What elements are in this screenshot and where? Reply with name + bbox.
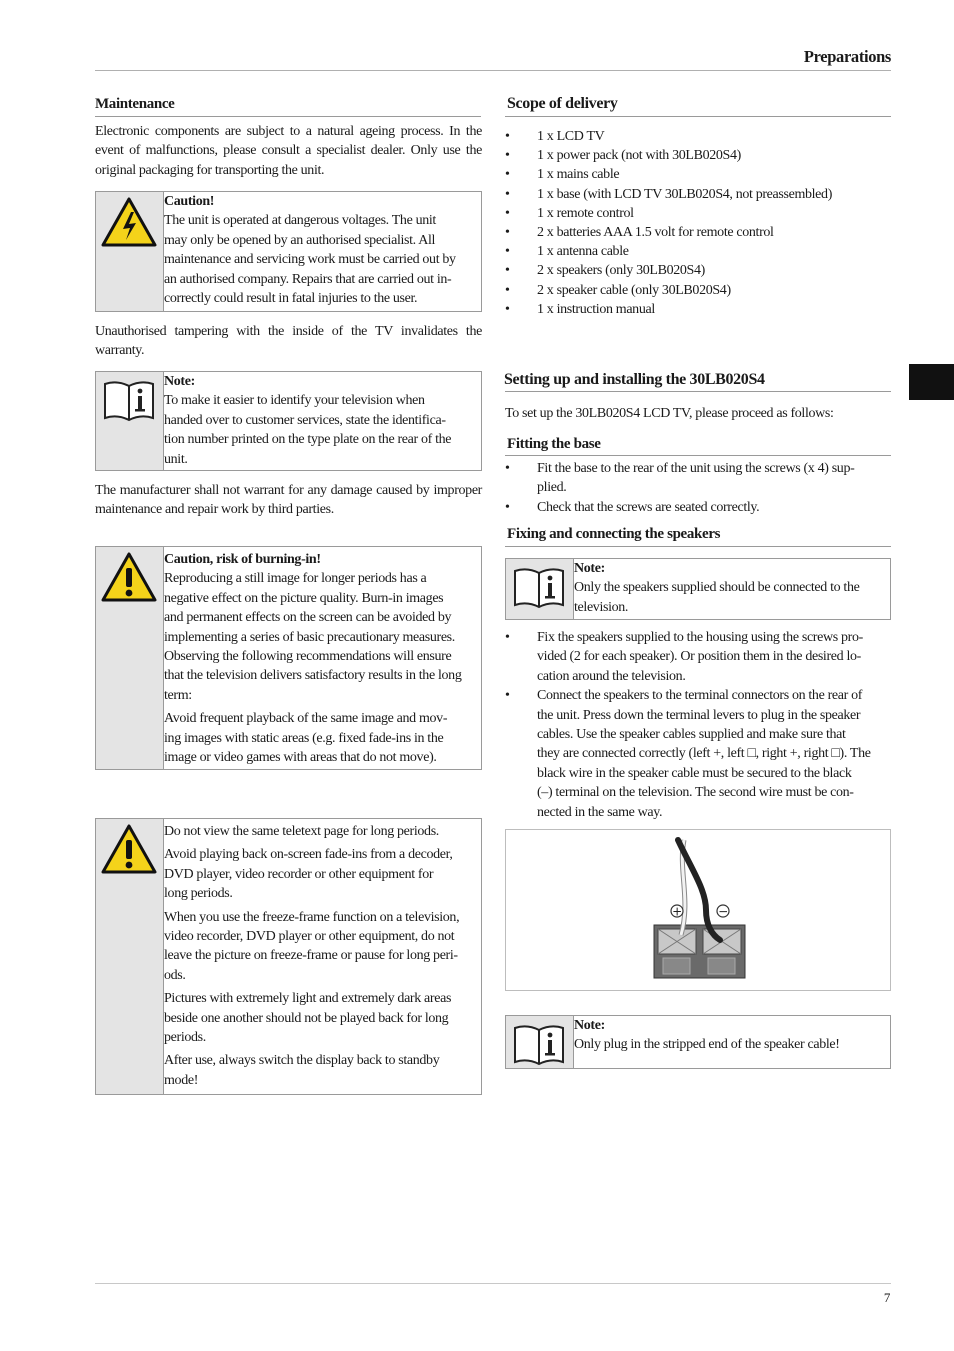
tip-line: ods. [164,967,186,983]
tip-line: beside one another should not be played back for long [164,1010,449,1026]
list-item: • 1 x antenna cable [505,242,891,261]
tip-line: Pictures with extremely light and extremely dark areas [164,991,452,1007]
note-box-speakers [505,558,891,620]
scope-list [505,127,891,319]
list-item-line: black wire in the speaker cable must be secured to the black [537,765,852,781]
list-item [505,498,891,517]
list-item-line: nected in the same way. [537,804,663,820]
note-title: Note: [574,561,605,576]
burnin-line: term: [164,687,192,703]
list-item: • 2 x speaker cable (only 30LB020S4) [505,281,891,300]
scope-heading-rule [505,116,891,117]
list-item-line: (–) terminal on the television. The second wire must be con- [537,785,854,801]
note-box-stripped-cable [505,1015,891,1069]
burnin-line: ing images with static areas (e.g. fixed fade-ins in the [164,730,444,746]
caution-title: Caution! [164,194,215,209]
list-item-line: the unit. Press down the terminal levers to plug in the speaker [537,707,861,723]
burnin-line: image or video games with areas that do not move). [164,750,437,766]
footer-divider [95,1283,891,1284]
high-voltage-warning-icon [101,196,157,248]
list-item: • 1 x remote control [505,204,891,223]
list-item-line: • Fix the speakers supplied to the housing using the screws pro- [537,630,863,645]
terminal-minus-label: − [718,904,728,919]
section-tab-marker [909,364,954,400]
tip-line: When you use the freeze-frame function on a television, [164,909,460,925]
note-line: Only plug in the stripped end of the speaker cable! [574,1037,840,1053]
exclamation-warning-icon [101,551,157,603]
maintenance-intro: Electronic components are subject to a natural ageing process. In the event of malfunctions, please consult a specialist dealer. Only use the original packaging for transporting the unit. [95,124,482,178]
tip-line: Do not view the same teletext page for long periods. [164,824,439,839]
speakers-heading-rule [505,546,891,547]
list-item-line: • Fit the base to the rear of the unit using the screws (x 4) sup- [537,461,855,476]
list-item [505,459,891,498]
tip-line: After use, always switch the display back to standby [164,1053,440,1069]
info-book-icon [511,1020,567,1068]
terminal-plus-label: + [672,904,682,919]
list-item: • 1 x power pack (not with 30LB020S4) [505,146,891,165]
note-box-identification [95,371,482,471]
list-item-line: cation around the television. [537,668,686,684]
fitting-base-rule [505,455,891,456]
exclamation-warning-icon [101,823,157,875]
maintenance-heading: Maintenance [95,96,175,112]
speaker-terminal-diagram [505,829,891,991]
list-item: • 2 x batteries AAA 1.5 volt for remote control [505,223,891,242]
burnin-line: and permanent effects on the screen can be avoided by [164,610,452,626]
note-line: Only the speakers supplied should be connected to the [574,580,860,596]
list-item: • 1 x base (with LCD TV 30LB020S4, not preassembled) [505,185,891,204]
manufacturer-disclaimer: The manufacturer shall not warrant for any damage caused by improper maintenance and repair work by third parties. [95,483,482,518]
list-item-line: cables. Use the speaker cables supplied and make sure that [537,727,846,743]
burnin-caution-box [95,546,482,770]
note-line: tion number printed on the type plate on the rear of the [164,432,452,448]
caution-line: correctly could result in fatal injuries to the user. [164,291,418,307]
list-item: • 2 x speakers (only 30LB020S4) [505,261,891,280]
speaker-steps-list [505,628,891,822]
note-line: television. [574,599,629,615]
page-number: 7 [883,1290,890,1305]
burnin-line: Observing the following recommendations will ensure [164,649,452,665]
warranty-text: Unauthorised tampering with the inside of the TV invalidates the warranty. [95,324,482,359]
list-item-line: plied. [537,480,567,496]
maintenance-heading-rule [95,116,481,117]
list-item-line: vided (2 for each speaker). Or position them in the desired lo- [537,649,861,665]
list-item: • 1 x LCD TV [505,127,891,146]
page-section-title: Preparations [803,47,891,66]
fitting-base-heading: Fitting the base [507,436,601,452]
setup-heading: Setting up and installing the 30LB020S4 [504,371,765,388]
list-item [505,628,891,686]
base-steps-list [505,459,891,517]
caution-line: may only be opened by an authorised specialist. All [164,232,436,248]
list-item-line: they are connected correctly (left +, left □, right +, right □). The [537,746,871,762]
tip-line: Avoid playing back on-screen fade-ins from a decoder, [164,847,453,863]
info-book-icon [511,563,567,611]
list-item: • 1 x mains cable [505,165,891,184]
burnin-title: Caution, risk of burning-in! [164,552,321,567]
note-line: handed over to customer services, state the identifica- [164,412,446,428]
speakers-heading: Fixing and connecting the speakers [507,526,721,542]
burnin-tips-box [95,818,482,1095]
caution-box [95,191,482,312]
tip-line: video recorder, DVD player or other equipment, do not [164,929,455,945]
list-item-line: • Connect the speakers to the terminal connectors on the rear of [537,688,863,704]
list-item-line: • Check that the screws are seated correctly. [537,499,760,515]
burnin-line: Reproducing a still image for longer periods has a [164,571,427,587]
tip-line: leave the picture on freeze-frame or pause for long peri- [164,948,458,964]
caution-line: The unit is operated at dangerous voltages. The unit [164,213,436,229]
setup-heading-rule [505,391,891,392]
setup-intro: To set up the 30LB020S4 LCD TV, please proceed as follows: [505,406,834,421]
header-divider [95,70,891,71]
list-item [505,686,891,822]
note-title: Note: [574,1018,605,1033]
info-book-icon [101,376,157,424]
tip-line: mode! [164,1072,199,1088]
note-line: To make it easier to identify your television when [164,393,425,409]
scope-heading: Scope of delivery [507,95,618,112]
burnin-line: implementing a series of basic precautionary measures. [164,629,455,645]
speaker-terminal-illustration [506,830,890,990]
list-item: • 1 x instruction manual [505,300,891,319]
tip-line: long periods. [164,886,233,902]
note-line: unit. [164,451,188,467]
caution-line: maintenance and servicing work must be carried out by [164,252,456,268]
burnin-line: Avoid frequent playback of the same image and mov- [164,711,448,727]
tip-line: DVD player, video recorder or other equipment for [164,866,434,882]
burnin-line: negative effect on the picture quality. Burn-in images [164,590,444,606]
caution-line: an authorised company. Repairs that are carried out in- [164,271,452,287]
burnin-line: that the television delivers satisfactory results in the long [164,668,462,684]
note-title: Note: [164,374,195,389]
tip-line: periods. [164,1030,206,1046]
